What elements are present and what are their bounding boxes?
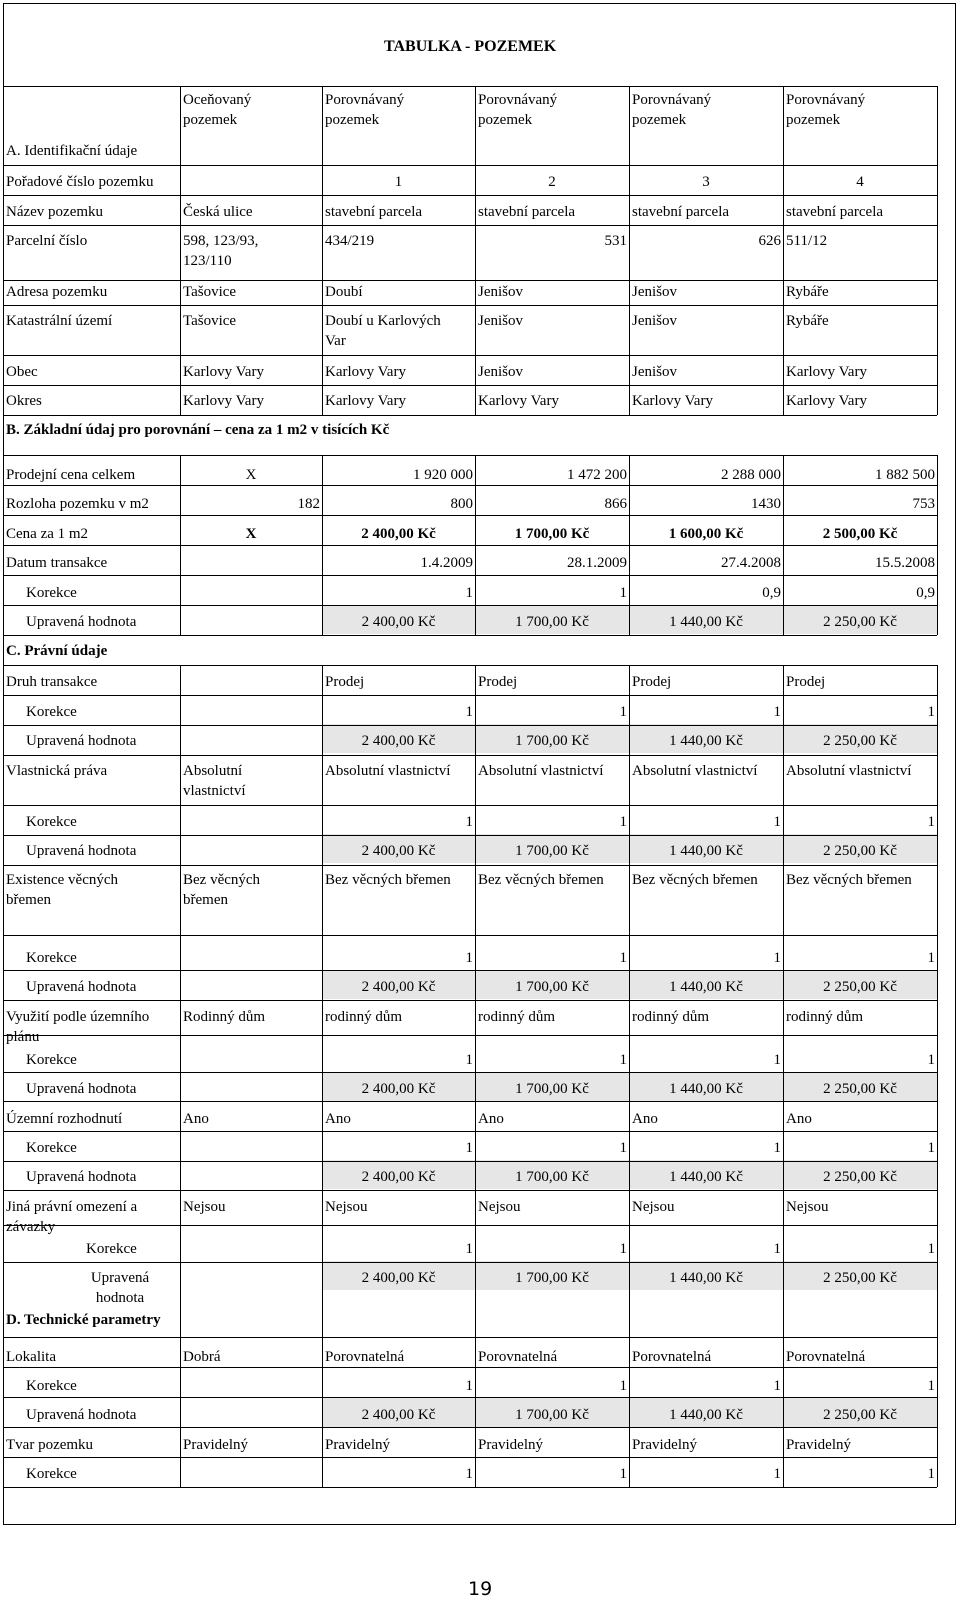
- cell-value: Prodej: [786, 674, 826, 690]
- cell-value: Nejsou: [183, 1199, 226, 1215]
- cell-value: 2 400,00 Kč: [361, 526, 436, 542]
- cell-value: 28.1.2009: [567, 555, 627, 571]
- cell-value: 1: [773, 1241, 781, 1257]
- cell-value: 1430: [751, 496, 781, 512]
- cell-value: 2 400,00 Kč: [361, 733, 436, 749]
- cell-value: 2 250,00 Kč: [823, 1169, 897, 1185]
- cell-value: Karlovy Vary: [183, 364, 264, 380]
- section-d-title: D. Technické parametry: [6, 1312, 161, 1328]
- cell-value: 800: [450, 496, 473, 512]
- grid-rule: [180, 165, 181, 415]
- cell-value: Dobrá: [183, 1349, 221, 1365]
- cell-value: Rybáře: [786, 313, 829, 329]
- cell-value: 1: [465, 950, 473, 966]
- grid-rule: [937, 165, 938, 415]
- cell-value: 27.4.2008: [721, 555, 781, 571]
- grid-rule: [475, 665, 476, 1337]
- cell-value: Karlovy Vary: [325, 364, 406, 380]
- cell-value: Jenišov: [632, 313, 677, 329]
- cell-value: Absolutní vlastnictví: [325, 763, 451, 779]
- grid-rule: [3, 385, 937, 386]
- row-label: Prodejní cena celkem: [6, 467, 136, 483]
- cell-value: 1 440,00 Kč: [669, 1169, 743, 1185]
- cell-value: Porovnatelná: [632, 1349, 712, 1365]
- row-label: Upravená hodnota: [26, 1407, 137, 1423]
- cell-value: 2 250,00 Kč: [823, 614, 897, 630]
- grid-rule: [3, 865, 937, 866]
- cell-value: 1: [927, 1378, 935, 1394]
- section-b-title: B. Základní údaj pro porovnání – cena za 1 m2 v tisících Kč: [6, 422, 390, 438]
- grid-rule: [3, 415, 937, 416]
- cell-value: Absolutní vlastnictví: [478, 763, 604, 779]
- grid-rule: [629, 86, 630, 165]
- row-label: Tvar pozemku: [6, 1437, 94, 1453]
- grid-rule: [3, 86, 937, 87]
- grid-rule: [3, 1457, 937, 1458]
- grid-rule: [937, 665, 938, 1337]
- cell-value: 4: [856, 174, 864, 190]
- cell-value: Bez věcných břemen: [325, 872, 451, 888]
- cell-value: Absolutní vlastnictví: [183, 763, 246, 799]
- cell-value: 1 440,00 Kč: [669, 1270, 743, 1286]
- cell-value: Prodej: [325, 674, 365, 690]
- cell-value: 531: [604, 233, 627, 249]
- grid-rule: [3, 1101, 937, 1102]
- cell-value: 1 882 500: [875, 467, 935, 483]
- row-label: Využití podle územního plánu: [6, 1009, 150, 1045]
- cell-value: Karlovy Vary: [632, 393, 713, 409]
- grid-rule: [3, 1487, 937, 1488]
- cell-value: 2 400,00 Kč: [361, 1407, 436, 1423]
- cell-value: 1: [773, 814, 781, 830]
- cell-value: 1 600,00 Kč: [668, 526, 744, 542]
- row-label: Korekce: [86, 1241, 137, 1257]
- cell-value: Tašovice: [183, 313, 237, 329]
- grid-rule: [3, 1337, 937, 1338]
- cell-value: stavební parcela: [786, 204, 884, 220]
- cell-value: 1 440,00 Kč: [669, 979, 743, 995]
- grid-rule: [783, 86, 784, 165]
- grid-rule: [3, 195, 937, 196]
- grid-rule: [475, 165, 476, 415]
- cell-value: Ano: [325, 1111, 351, 1127]
- cell-value: 1: [927, 704, 935, 720]
- grid-rule: [3, 805, 937, 806]
- row-label: Korekce: [26, 1052, 77, 1068]
- cell-value: 1: [927, 1466, 935, 1482]
- grid-rule: [3, 725, 937, 726]
- cell-value: 1 700,00 Kč: [515, 1081, 589, 1097]
- grid-rule: [3, 1367, 937, 1368]
- cell-value: 866: [604, 496, 627, 512]
- grid-rule: [783, 665, 784, 1337]
- row-label: Obec: [6, 364, 38, 380]
- cell-value: 1: [773, 1466, 781, 1482]
- grid-rule: [180, 1337, 181, 1487]
- cell-value: 2 250,00 Kč: [823, 1407, 897, 1423]
- cell-value: 1: [773, 704, 781, 720]
- cell-value: 1: [465, 704, 473, 720]
- row-label: Rozloha pozemku v m2: [6, 496, 149, 512]
- cell-value: 753: [912, 496, 935, 512]
- cell-value: 1: [465, 1466, 473, 1482]
- row-label: Korekce: [26, 1140, 77, 1156]
- row-label: Datum transakce: [6, 555, 108, 571]
- row-label: Korekce: [26, 585, 77, 601]
- cell-value: X: [245, 467, 257, 483]
- cell-value: 1: [927, 950, 935, 966]
- cell-value: rodinný dům: [478, 1009, 556, 1025]
- grid-rule: [180, 665, 181, 1337]
- grid-rule: [3, 1190, 937, 1191]
- cell-value: 1: [773, 1378, 781, 1394]
- cell-value: Porovnatelná: [325, 1349, 405, 1365]
- row-label: Lokalita: [6, 1349, 56, 1365]
- cell-value: 1: [619, 1052, 627, 1068]
- cell-value: Karlovy Vary: [786, 364, 867, 380]
- cell-value: Bez věcných břemen: [478, 872, 604, 888]
- cell-value: Nejsou: [325, 1199, 368, 1215]
- cell-value: Ano: [786, 1111, 812, 1127]
- row-label: Upravená hodnota: [90, 1270, 150, 1306]
- cell-value: 182: [297, 496, 320, 512]
- cell-value: Karlovy Vary: [325, 393, 406, 409]
- cell-value: Ano: [478, 1111, 504, 1127]
- grid-rule: [937, 86, 938, 165]
- grid-rule: [3, 515, 937, 516]
- cell-value: Karlovy Vary: [786, 393, 867, 409]
- cell-value: 1: [927, 1140, 935, 1156]
- row-label: Upravená hodnota: [26, 1169, 137, 1185]
- cell-value: Absolutní vlastnictví: [786, 763, 912, 779]
- cell-value: Doubí u Karlových Var: [325, 313, 441, 349]
- grid-rule: [3, 1427, 937, 1428]
- grid-rule: [3, 835, 937, 836]
- grid-rule: [3, 1397, 937, 1398]
- row-label: Upravená hodnota: [26, 843, 137, 859]
- cell-value: 1: [927, 814, 935, 830]
- cell-value: 1: [394, 174, 403, 190]
- cell-value: 15.5.2008: [875, 555, 935, 571]
- grid-rule: [3, 545, 937, 546]
- grid-rule: [3, 280, 937, 281]
- cell-value: 1: [465, 814, 473, 830]
- cell-value: 2 400,00 Kč: [361, 1169, 436, 1185]
- cell-value: stavební parcela: [478, 204, 576, 220]
- cell-value: 1 440,00 Kč: [669, 1407, 743, 1423]
- cell-value: 1: [773, 950, 781, 966]
- col-header: Porovnávaný pozemek: [478, 92, 558, 128]
- grid-rule: [3, 935, 937, 936]
- cell-value: 2 288 000: [721, 467, 781, 483]
- grid-rule: [322, 665, 323, 1337]
- cell-value: 2 400,00 Kč: [361, 1270, 436, 1286]
- grid-rule: [3, 665, 4, 1337]
- row-label: Územní rozhodnutí: [6, 1111, 123, 1127]
- grid-rule: [3, 635, 937, 636]
- cell-value: Pravidelný: [632, 1437, 697, 1453]
- cell-value: 2 400,00 Kč: [361, 614, 436, 630]
- cell-value: 1 920 000: [413, 467, 473, 483]
- grid-rule: [629, 165, 630, 415]
- row-label: Korekce: [26, 814, 77, 830]
- cell-value: Nejsou: [786, 1199, 829, 1215]
- row-label: Název pozemku: [6, 204, 104, 220]
- grid-rule: [475, 86, 476, 165]
- cell-value: 2: [548, 174, 556, 190]
- cell-value: Pravidelný: [183, 1437, 248, 1453]
- cell-value: 1 700,00 Kč: [515, 979, 589, 995]
- cell-value: Absolutní vlastnictví: [632, 763, 758, 779]
- row-label: Katastrální území: [6, 313, 113, 329]
- grid-rule: [3, 755, 937, 756]
- col-header: Oceňovaný pozemek: [183, 92, 252, 128]
- cell-value: 1 440,00 Kč: [669, 1081, 743, 1097]
- cell-value: 1 700,00 Kč: [515, 1407, 589, 1423]
- cell-value: Karlovy Vary: [183, 393, 264, 409]
- grid-rule: [3, 1225, 937, 1226]
- row-label: Korekce: [26, 950, 77, 966]
- cell-value: 1 700,00 Kč: [515, 733, 589, 749]
- row-label: Druh transakce: [6, 674, 98, 690]
- cell-value: Rybáře: [786, 284, 829, 300]
- cell-value: Tašovice: [183, 284, 237, 300]
- grid-rule: [3, 455, 937, 456]
- cell-value: Porovnatelná: [786, 1349, 866, 1365]
- cell-value: Jenišov: [478, 364, 523, 380]
- cell-value: 2 250,00 Kč: [823, 1081, 897, 1097]
- row-label: Okres: [6, 393, 42, 409]
- cell-value: 1: [927, 1241, 935, 1257]
- cell-value: Karlovy Vary: [478, 393, 559, 409]
- cell-value: Doubí: [325, 284, 363, 300]
- row-label: Upravená hodnota: [26, 733, 137, 749]
- cell-value: Bez věcných břemen: [632, 872, 758, 888]
- cell-value: Česká ulice: [183, 204, 253, 220]
- cell-value: 2 250,00 Kč: [823, 843, 897, 859]
- grid-rule: [3, 355, 937, 356]
- cell-value: Prodej: [632, 674, 672, 690]
- cell-value: 1: [619, 950, 627, 966]
- row-label: Korekce: [26, 1466, 77, 1482]
- cell-value: 1 700,00 Kč: [515, 614, 589, 630]
- cell-value: 511/12: [786, 233, 828, 249]
- cell-value: 1: [619, 1241, 627, 1257]
- section-c-title: C. Právní údaje: [6, 643, 108, 659]
- cell-value: 1: [465, 1140, 473, 1156]
- cell-value: 1: [619, 1466, 627, 1482]
- grid-rule: [3, 1161, 937, 1162]
- row-label: Upravená hodnota: [26, 1081, 137, 1097]
- grid-rule: [3, 1131, 937, 1132]
- grid-rule: [937, 1337, 938, 1487]
- cell-value: Jenišov: [478, 284, 523, 300]
- cell-value: 2 250,00 Kč: [823, 979, 897, 995]
- cell-value: 1 700,00 Kč: [515, 1270, 589, 1286]
- cell-value: 2 400,00 Kč: [361, 843, 436, 859]
- cell-value: 1 440,00 Kč: [669, 843, 743, 859]
- row-label: Korekce: [26, 704, 77, 720]
- grid-rule: [3, 485, 937, 486]
- cell-value: 626: [758, 233, 781, 249]
- cell-value: 1: [927, 1052, 935, 1068]
- cell-value: Ano: [183, 1111, 209, 1127]
- grid-rule: [3, 1337, 4, 1487]
- cell-value: 1: [465, 1052, 473, 1068]
- row-label: Parcelní číslo: [6, 233, 88, 249]
- row-label: Adresa pozemku: [6, 284, 108, 300]
- cell-value: stavební parcela: [632, 204, 730, 220]
- cell-value: rodinný dům: [325, 1009, 403, 1025]
- grid-rule: [629, 665, 630, 1337]
- grid-rule: [3, 225, 937, 226]
- cell-value: 1 472 200: [567, 467, 627, 483]
- cell-value: 1 700,00 Kč: [514, 526, 590, 542]
- grid-rule: [180, 86, 181, 165]
- col-header: Porovnávaný pozemek: [325, 92, 405, 128]
- grid-rule: [3, 1262, 937, 1263]
- cell-value: 1: [619, 1140, 627, 1156]
- grid-rule: [937, 455, 938, 635]
- grid-rule: [783, 165, 784, 415]
- row-label: Jiná právní omezení a závazky: [6, 1199, 138, 1235]
- cell-value: Bez věcných břemen: [786, 872, 912, 888]
- row-label: Upravená hodnota: [26, 979, 137, 995]
- cell-value: 1: [619, 814, 627, 830]
- cell-value: 2 500,00 Kč: [822, 526, 898, 542]
- cell-value: Pravidelný: [786, 1437, 851, 1453]
- grid-rule: [322, 86, 323, 165]
- grid-rule: [3, 1072, 937, 1073]
- cell-value: rodinný dům: [632, 1009, 710, 1025]
- cell-value: Ano: [632, 1111, 658, 1127]
- cell-value: 598, 123/93, 123/110: [183, 233, 259, 269]
- row-label: Upravená hodnota: [26, 614, 137, 630]
- cell-value: Jenišov: [478, 313, 523, 329]
- cell-value: 1 440,00 Kč: [669, 614, 743, 630]
- cell-value: 1 700,00 Kč: [515, 843, 589, 859]
- cell-value: Nejsou: [478, 1199, 521, 1215]
- grid-rule: [3, 165, 937, 166]
- cell-value: 0,9: [916, 585, 935, 601]
- cell-value: 1: [465, 1378, 473, 1394]
- cell-value: 2 250,00 Kč: [823, 733, 897, 749]
- grid-rule: [3, 665, 937, 666]
- grid-rule: [3, 605, 937, 606]
- cell-value: 1.4.2009: [420, 555, 473, 571]
- page-number: 19: [468, 1578, 493, 1600]
- cell-value: stavební parcela: [325, 204, 423, 220]
- cell-value: 2 400,00 Kč: [361, 979, 436, 995]
- col-header: Porovnávaný pozemek: [632, 92, 712, 128]
- grid-rule: [3, 575, 937, 576]
- cell-value: Rodinný dům: [183, 1009, 266, 1025]
- grid-rule: [3, 1000, 937, 1001]
- cell-value: Prodej: [478, 674, 518, 690]
- grid-rule: [3, 305, 937, 306]
- grid-rule: [3, 970, 937, 971]
- section-a-title: A. Identifikační údaje: [6, 143, 138, 159]
- row-label: Vlastnická práva: [6, 763, 108, 779]
- grid-rule: [3, 165, 4, 415]
- cell-value: 1: [619, 704, 627, 720]
- row-label: Korekce: [26, 1378, 77, 1394]
- cell-value: rodinný dům: [786, 1009, 864, 1025]
- cell-value: 1: [465, 1241, 473, 1257]
- cell-value: 1 700,00 Kč: [515, 1169, 589, 1185]
- cell-value: Pravidelný: [325, 1437, 390, 1453]
- cell-value: X: [245, 526, 257, 542]
- cell-value: Jenišov: [632, 284, 677, 300]
- cell-value: 1: [773, 1052, 781, 1068]
- cell-value: Jenišov: [632, 364, 677, 380]
- cell-value: Pravidelný: [478, 1437, 543, 1453]
- col-header: Porovnávaný pozemek: [786, 92, 866, 128]
- cell-value: 1: [619, 585, 627, 601]
- cell-value: 1: [465, 585, 473, 601]
- page-title: TABULKA - POZEMEK: [384, 38, 557, 55]
- row-label: Pořadové číslo pozemku: [6, 174, 154, 190]
- cell-value: Nejsou: [632, 1199, 675, 1215]
- cell-value: 1 440,00 Kč: [669, 733, 743, 749]
- grid-rule: [3, 695, 937, 696]
- grid-rule: [3, 455, 4, 635]
- cell-value: Porovnatelná: [478, 1349, 558, 1365]
- cell-value: 2 250,00 Kč: [823, 1270, 897, 1286]
- cell-value: 1: [773, 1140, 781, 1156]
- cell-value: Bez věcných břemen: [183, 872, 261, 908]
- cell-value: 434/219: [325, 233, 375, 249]
- grid-rule: [322, 165, 323, 415]
- row-label: Existence věcných břemen: [6, 872, 119, 908]
- cell-value: 3: [702, 174, 710, 190]
- row-label: Cena za 1 m2: [6, 526, 89, 542]
- cell-value: 0,9: [762, 585, 781, 601]
- cell-value: 1: [619, 1378, 627, 1394]
- cell-value: 2 400,00 Kč: [361, 1081, 436, 1097]
